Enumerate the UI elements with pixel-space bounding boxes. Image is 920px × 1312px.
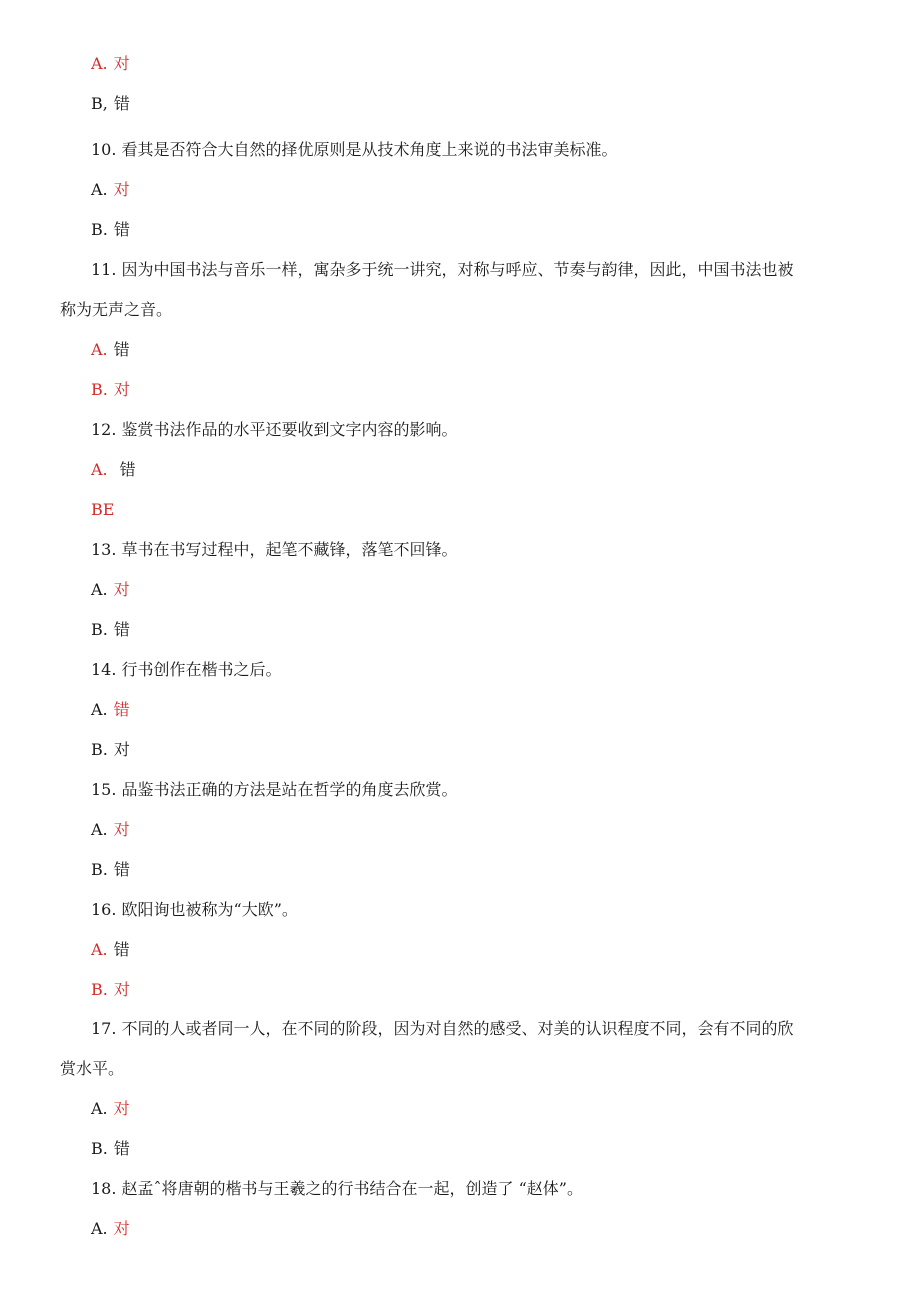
option-a: A. 对	[91, 54, 130, 73]
q12-option-b: BE	[91, 500, 115, 519]
question-15: 15. 品鉴书法正确的方法是站在哲学的角度去欣赏。	[91, 780, 458, 799]
q18-option-a: A. 对	[91, 1219, 130, 1238]
question-18: 18. 赵孟ˆ将唐朝的楷书与王羲之的行书结合在一起，创造了 “赵体”。	[91, 1179, 583, 1198]
q14-option-a: A. 错	[91, 700, 130, 719]
question-11: 11. 因为中国书法与音乐一样，寓杂多于统一讲究，对称与呼应、节奏与韵律，因此，中国书法也被 称为无声之音。	[60, 260, 794, 319]
q16-option-b: B. 对	[91, 980, 130, 999]
q10-option-b: B. 错	[91, 220, 130, 239]
q11-option-b: B. 对	[91, 380, 130, 399]
q11-option-a: A. 错	[91, 340, 130, 359]
q14-option-b: B. 对	[91, 740, 130, 759]
q13-option-b: B. 错	[91, 620, 130, 639]
q10-option-a: A. 对	[91, 180, 130, 199]
question-13: 13. 草书在书写过程中，起笔不藏锋，落笔不回锋。	[91, 540, 458, 559]
option-b: B, 错	[91, 94, 130, 113]
q13-option-a: A. 对	[91, 580, 130, 599]
question-12: 12. 鉴赏书法作品的水平还要收到文字内容的影响。	[91, 420, 458, 439]
question-16: 16. 欧阳询也被称为“大欧”。	[91, 900, 298, 919]
q12-option-a: A. 错	[91, 460, 136, 479]
question-17: 17. 不同的人或者同一人，在不同的阶段，因为对自然的感受、对美的认识程度不同，会有不同的欣 赏水平。	[60, 1019, 794, 1078]
q15-option-a: A. 对	[91, 820, 130, 839]
q16-option-a: A. 错	[91, 940, 130, 959]
question-10: 10. 看其是否符合大自然的择优原则是从技术角度上来说的书法审美标准。	[91, 140, 618, 159]
q15-option-b: B. 错	[91, 860, 130, 879]
q17-option-a: A. 对	[91, 1099, 130, 1118]
q17-option-b: B. 错	[91, 1139, 130, 1158]
question-14: 14. 行书创作在楷书之后。	[91, 660, 282, 679]
